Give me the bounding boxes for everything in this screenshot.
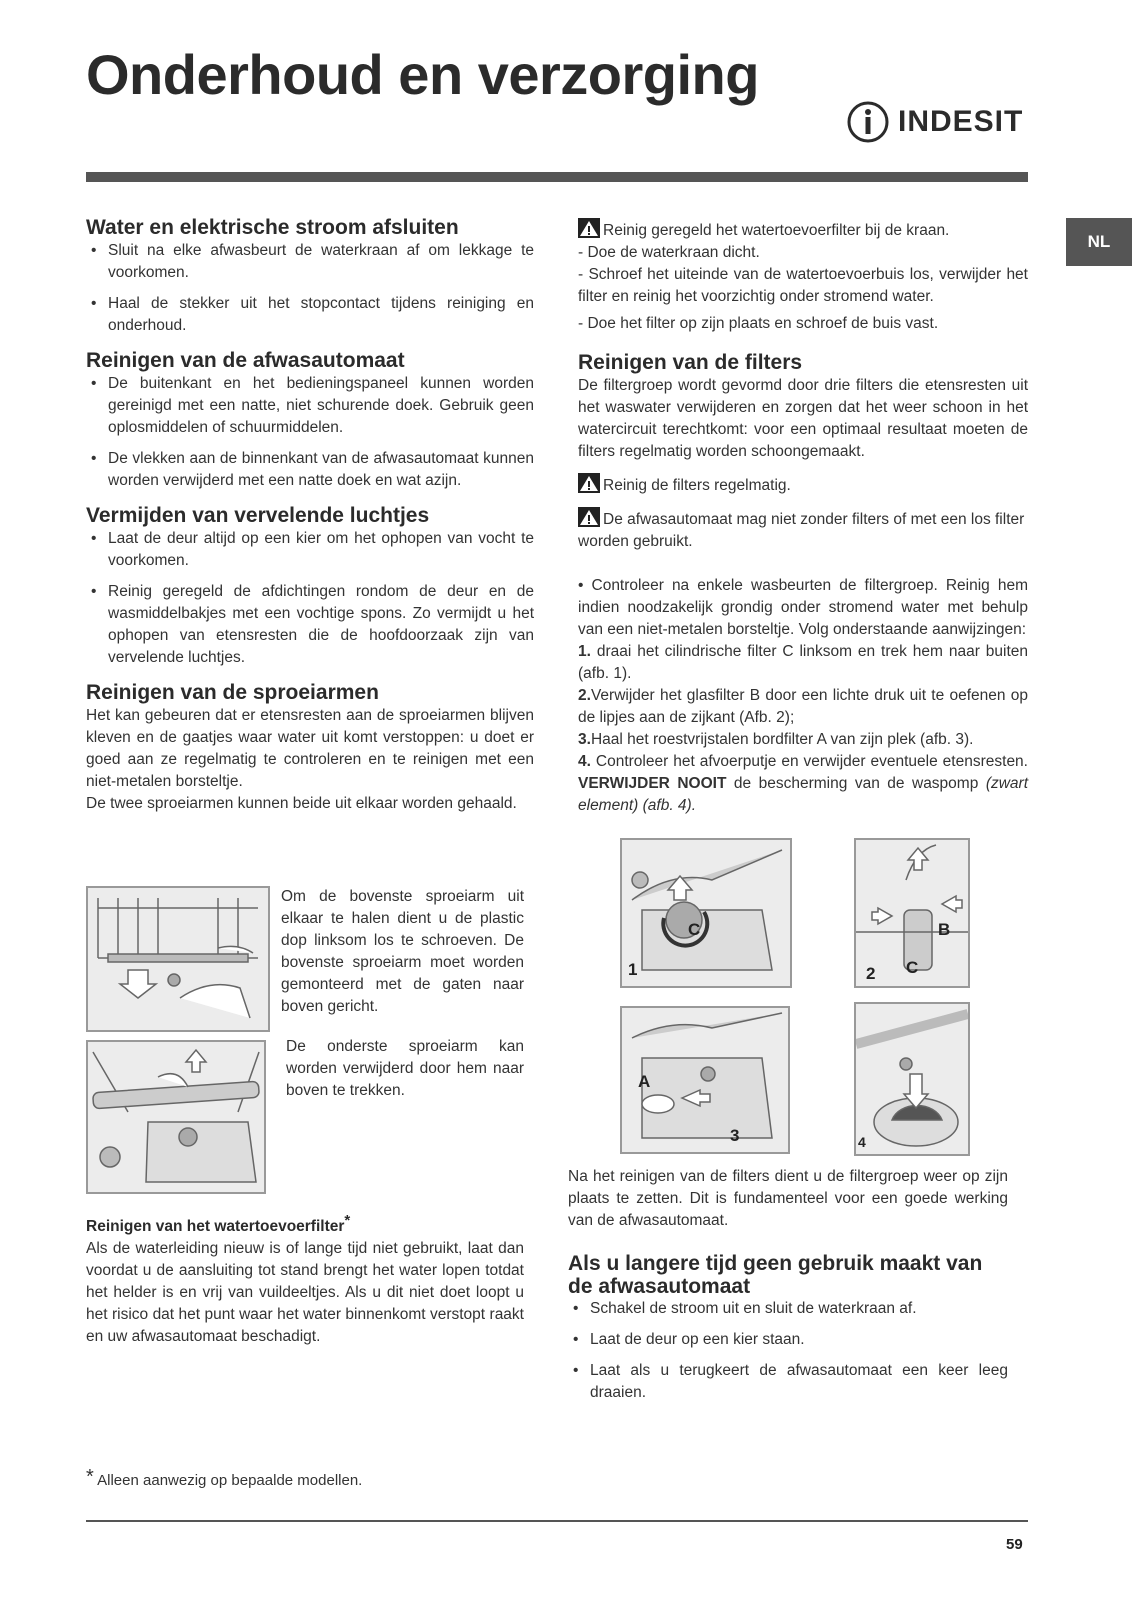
figure-label: 3 (730, 1126, 740, 1145)
bullet-list (86, 373, 534, 492)
figure-label: A (638, 1072, 651, 1091)
footnote-text: Alleen aanwezig op bepaalde modellen. (97, 1472, 363, 1489)
figure-label: B (938, 920, 951, 939)
right-column (578, 218, 1028, 817)
bullet-list (86, 528, 534, 669)
brand-name: INDESIT (898, 105, 1024, 138)
list-item: • Reinig geregeld de afdichtingen rondom de deur en de wasmiddelbakjes met een vochtige spons. Zo vermijdt u het ophopen van etensresten die de hoofdoorzaak zijn van vervelende luchtjes. (86, 581, 534, 669)
footer-rule (86, 1520, 1028, 1522)
figure-label: 2 (866, 964, 876, 983)
warning-triangle-icon (578, 507, 600, 527)
page-number: 59 (1006, 1536, 1023, 1553)
right-column-bottom (568, 1166, 1008, 1413)
lower-spray-arm-figure (86, 1040, 266, 1194)
upper-spray-arm-illustration (88, 888, 268, 1030)
inlet-filter-section (86, 1210, 524, 1348)
page-title: Onderhoud en verzorging (86, 43, 759, 106)
footnote (86, 1466, 362, 1489)
warning-line: De afwasautomaat mag niet zonder filters of met een los filter worden gebruikt. (578, 507, 1028, 553)
list-item: • Haal de stekker uit het stopcontact tijdens reiniging en onderhoud. (86, 293, 534, 337)
upper-spray-arm-figure (86, 886, 270, 1032)
figure-label: C (688, 920, 701, 939)
left-column (86, 216, 534, 815)
indesit-i-icon (846, 100, 890, 144)
warning-line: Reinig geregeld het watertoevoerfilter bij de kraan. (578, 218, 1028, 242)
section-heading: Reinigen van de filters (578, 351, 803, 374)
asterisk: * (86, 1466, 94, 1488)
section-subheading: Reinigen van het watertoevoerfilter* (86, 1212, 351, 1236)
lower-spray-arm-illustration (88, 1042, 264, 1192)
step: 2.Verwijder het glasfilter B door een lichte druk uit te oefenen op de lipjes aan de zijkant (Afb. 2); (578, 687, 1028, 726)
filter-figure-4 (854, 1002, 970, 1156)
list-item: • Laat de deur altijd op een kier om het ophopen van vocht te voorkomen. (86, 528, 534, 572)
brand-logo (846, 100, 1023, 144)
warning-triangle-icon (578, 473, 600, 493)
asterisk: * (344, 1212, 351, 1229)
warning-line: Reinig de filters regelmatig. (578, 473, 1028, 497)
list-item: • Laat als u terugkeert de afwasautomaat een keer leeg draaien. (568, 1360, 1008, 1404)
paragraph: Na het reinigen van de filters dient u de filtergroep weer op zijn plaats te zetten. Dit is fundamenteel voor een goede werking van de afwasautomaat. (568, 1168, 1008, 1229)
paragraph: - Doe de waterkraan dicht. (578, 244, 760, 261)
paragraph: • Controleer na enkele wasbeurten de filtergroep. Reinig hem indien noodzakelijk grondig onder stromend water met behulp van een niet-metalen borsteltje. Volg onderstaande aanwijzingen: (578, 577, 1028, 638)
language-tab: NL (1066, 218, 1132, 266)
bullet-list (86, 240, 534, 337)
filter-figure-3 (620, 1006, 790, 1154)
section-heading: Water en elektrische stroom afsluiten (86, 216, 459, 239)
paragraph: De twee sproeiarmen kunnen beide uit elkaar worden gehaald. (86, 795, 517, 812)
figure-label: 1 (628, 960, 638, 979)
filter-1-illustration (622, 840, 790, 986)
filter-figure-1 (620, 838, 792, 988)
section-heading: Reinigen van de sproeiarmen (86, 681, 379, 704)
list-item: • De buitenkant en het bedieningspaneel kunnen worden gereinigd met een natte, niet schurende doek. Gebruik geen oplosmiddelen of schuurmiddelen. (86, 373, 534, 439)
upper-spray-arm-text: Om de bovenste sproeiarm uit elkaar te halen dient u de plastic dop linksom los te schroeven. De bovenste sproeiarm moet worden gemonteerd met de gaten naar boven gericht. (281, 888, 524, 1015)
filter-4-illustration (856, 1004, 968, 1154)
paragraph: De filtergroep wordt gevormd door drie filters die etensresten uit het waswater verwijderen en zorgen dat het weer schoon in het watercircuit terechtkomt: voor een optimaal resultaat moeten de filters regelmatig worden schoongemaakt. (578, 377, 1028, 460)
list-item: • De vlekken aan de binnenkant van de afwasautomaat kunnen worden verwijderd met een natte doek en wat azijn. (86, 448, 534, 492)
list-item: • Sluit na elke afwasbeurt de waterkraan af om lekkage te voorkomen. (86, 240, 534, 284)
paragraph: Het kan gebeuren dat er etensresten aan de sproeiarmen blijven kleven en de gaatjes waar water uit komt verstoppen: u doet er goed aan ze regelmatig te controleren en te reinigen met een niet-metalen borsteltje. (86, 707, 534, 790)
list-item: • Schakel de stroom uit en sluit de waterkraan af. (568, 1298, 1008, 1320)
step: 4. Controleer het afvoerputje en verwijder eventuele etensresten. VERWIJDER NOOIT de bescherming van de waspomp (zwart element) (afb. 4). (578, 753, 1029, 814)
step: 3.Haal het roestvrijstalen bordfilter A van zijn plek (afb. 3). (578, 731, 974, 748)
warning-triangle-icon (578, 218, 600, 238)
figure-label: C (906, 958, 919, 977)
step: 1. draai het cilindrische filter C linksom en trek hem naar buiten (afb. 1). (578, 643, 1028, 682)
section-heading: Als u langere tijd geen gebruik maakt van de afwasautomaat (568, 1252, 983, 1298)
lower-spray-arm-text: De onderste sproeiarm kan worden verwijderd door hem naar boven te trekken. (286, 1038, 524, 1099)
filter-figure-2 (854, 838, 970, 988)
section-heading: Vermijden van vervelende luchtjes (86, 504, 430, 527)
section-heading: Reinigen van de afwasautomaat (86, 349, 405, 372)
bullet-list (568, 1298, 1008, 1404)
paragraph: Als de waterleiding nieuw is of lange tijd niet gebruikt, laat dan voordat u de aansluiting tot stand brengt het water lopen totdat het helder is en vrij van vuildeeltjes. Als u dit niet doet loopt u het risico dat het punt waar het water binnenkomt verstopt raakt en uw afwasautomaat beschadigt. (86, 1240, 524, 1346)
paragraph: - Schroef het uiteinde van de watertoevoerbuis los, verwijder het filter en reinig het voorzichtig onder stromend water. (578, 266, 1028, 305)
figure-label: 4 (858, 1134, 866, 1150)
paragraph: - Doe het filter op zijn plaats en schroef de buis vast. (578, 315, 939, 332)
header-rule (86, 172, 1028, 182)
list-item: • Laat de deur op een kier staan. (568, 1329, 1008, 1351)
